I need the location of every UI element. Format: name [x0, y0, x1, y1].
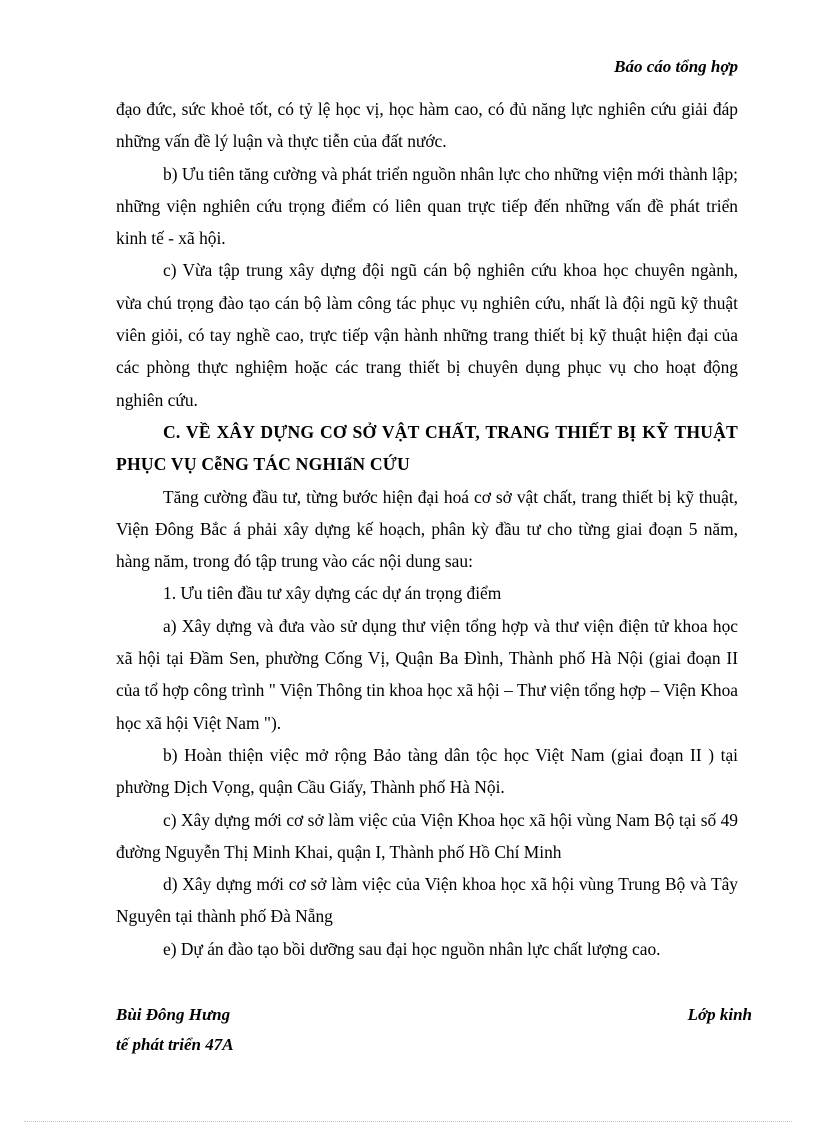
- footer-class-label: Lớp kinh: [687, 1005, 752, 1024]
- paragraph-priority-1: 1. Ưu tiên đầu tư xây dựng các dự án trọng điểm: [163, 583, 502, 604]
- paragraph-item-b: b) Ưu tiên tăng cường và phát triển nguồn nhân lực cho những viện mới thành lập; những viện nghiên cứu trọng điểm có liên quan trực tiếp đến những vấn đề phát triển kinh tế - xã hội.: [116, 163, 738, 249]
- paragraph-continuation: đạo đức, sức khoẻ tốt, có tỷ lệ học vị, học hàm cao, có đủ năng lực nghiên cứu giải đáp những vấn đề lý luận và thực tiễn của đất nước.: [116, 99, 738, 152]
- paragraph-project-b: b) Hoàn thiện việc mở rộng Bảo tàng dân tộc học Việt Nam (giai đoạn II ) tại phường Dịch Vọng, quận Cầu Giấy, Thành phố Hà Nội.: [116, 744, 738, 798]
- paragraph-project-d: d) Xây dựng mới cơ sở làm việc của Viện khoa học xã hội vùng Trung Bộ và Tây Nguyên tại thành phố Đà Nẵng: [116, 874, 738, 927]
- paragraph-project-a: a) Xây dựng và đưa vào sử dụng thư viện tổng hợp và thư viện điện tử khoa học xã hội tại Đầm Sen, phường Cống Vị, Quận Ba Đình, Thành phố Hà Nội (giai đoạn II của tổ hợp công trình " Viện Thông tin khoa học xã hội – Thư viện tổng hợp – Viện Khoa học xã hội Việt Nam ").: [116, 615, 738, 733]
- paragraph-project-e: e) Dự án đào tạo bồi dưỡng sau đại học nguồn nhân lực chất lượng cao.: [163, 938, 661, 959]
- footer-author: Bùi Đông Hưng: [116, 1005, 231, 1024]
- document-body: [116, 93, 738, 965]
- page-footer-left: [116, 1000, 234, 1060]
- page-header-title: Báo cáo tổng hợp: [614, 57, 738, 76]
- paragraph-item-c: c) Vừa tập trung xây dựng đội ngũ cán bộ nghiên cứu khoa học chuyên ngành, vừa chú trọng đào tạo cán bộ làm công tác phục vụ nghiên cứu, nhất là đội ngũ kỹ thuật viên giỏi, có tay nghề cao, trực tiếp vận hành những trang thiết bị kỹ thuật hiện đại của các phòng thực nghiệm hoặc các trang thiết bị chuyên dụng phục vụ cho hoạt động nghiên cứu.: [116, 260, 738, 410]
- footer-class-continuation: tế phát triển 47A: [116, 1035, 234, 1054]
- page-bottom-divider: [24, 1121, 792, 1122]
- paragraph-project-c: c) Xây dựng mới cơ sở làm việc của Viện Khoa học xã hội vùng Nam Bộ tại số 49 đường Nguyễn Thị Minh Khai, quận I, Thành phố Hồ Chí Minh: [116, 809, 738, 862]
- section-heading-c: C. VỀ XÂY DỰNG CƠ SỞ VẬT CHẤT, TRANG THIẾT BỊ KỸ THUẬT PHỤC VỤ CễNG TÁC NGHIấN CỨU: [116, 421, 738, 475]
- paragraph-intro: Tăng cường đầu tư, từng bước hiện đại hoá cơ sở vật chất, trang thiết bị kỹ thuật, Viện Đông Bắc á phải xây dựng kế hoạch, phân kỳ đầu tư cho từng giai đoạn 5 năm, hàng năm, trong đó tập trung vào các nội dung sau:: [116, 486, 738, 572]
